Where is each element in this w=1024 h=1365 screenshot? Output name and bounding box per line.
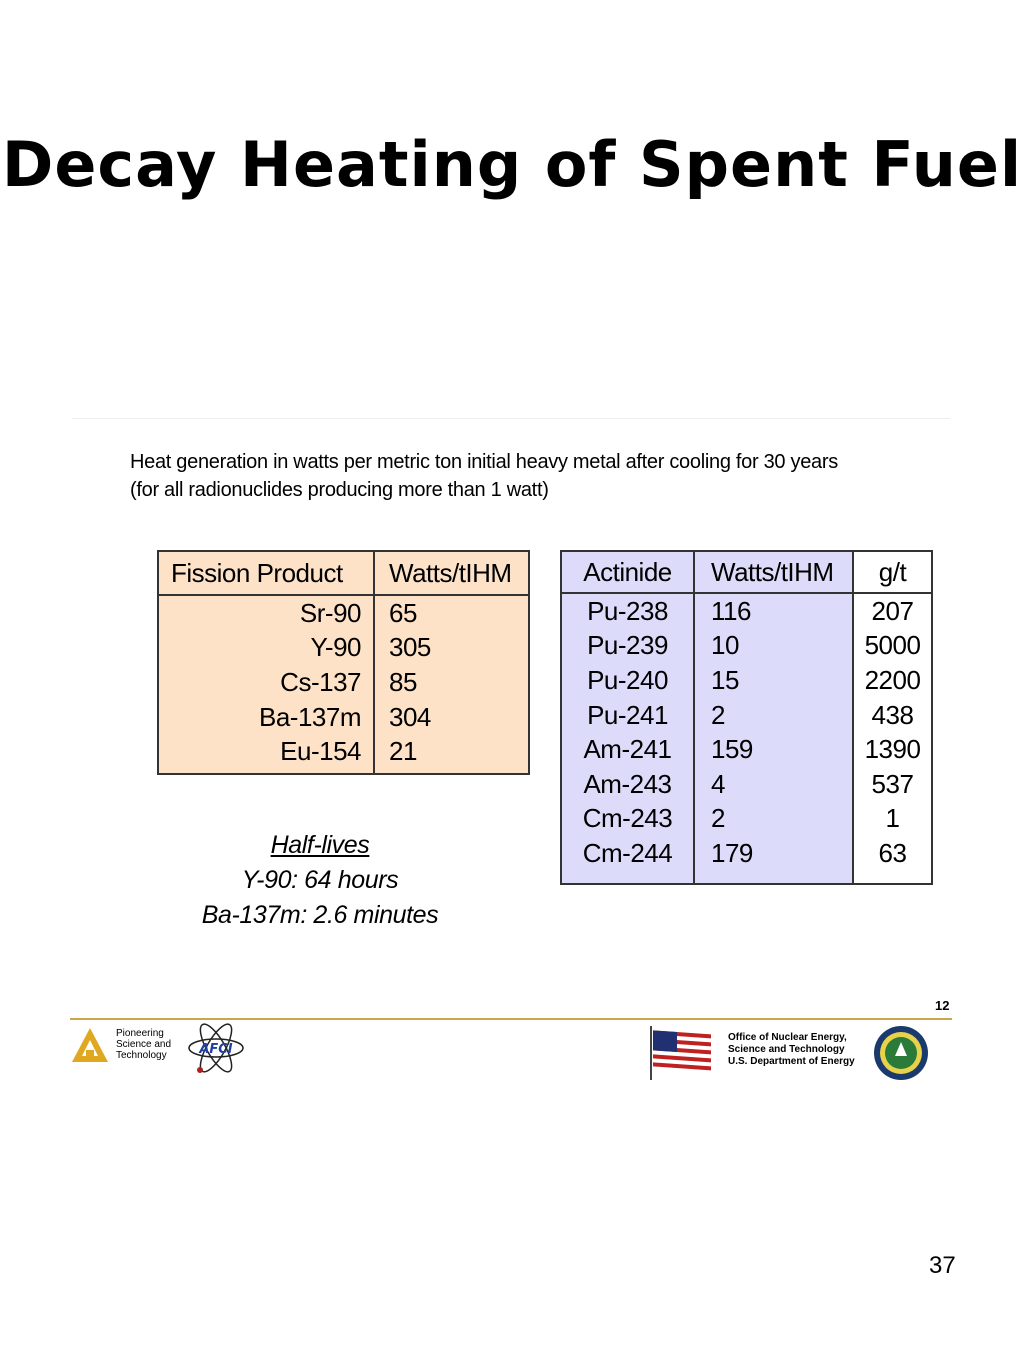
doe-text-line: U.S. Department of Energy xyxy=(728,1056,855,1067)
nuclide-cell: Sr-90 xyxy=(158,595,374,631)
doe-seal-icon xyxy=(872,1022,930,1084)
page-number: 37 xyxy=(929,1252,956,1279)
afci-label: AFCI xyxy=(199,1042,233,1057)
panel-divider xyxy=(72,418,950,419)
grams-cell: 5000 xyxy=(853,629,932,664)
watts-cell: 116 xyxy=(694,593,853,629)
nuclide-cell: Pu-241 xyxy=(561,698,694,733)
watts-cell: 21 xyxy=(374,734,529,774)
watts-cell: 85 xyxy=(374,665,529,700)
doe-text-line: Science and Technology xyxy=(728,1044,845,1055)
table-row xyxy=(561,836,932,884)
grams-cell: 537 xyxy=(853,767,932,802)
watts-cell: 2 xyxy=(694,698,853,733)
doe-text-line: Office of Nuclear Energy, xyxy=(728,1032,847,1043)
nuclide-cell: Cs-137 xyxy=(158,665,374,700)
watts-cell: 4 xyxy=(694,767,853,802)
watts-cell: 10 xyxy=(694,629,853,664)
intro-text: Heat generation in watts per metric ton initial heavy metal after cooling for 30 years (for all radionuclides producing more than 1 watt) xyxy=(130,451,838,501)
column-header: g/t xyxy=(853,551,932,593)
column-header: Watts/tIHM xyxy=(694,551,853,593)
footer-divider xyxy=(70,1018,952,1020)
grams-cell: 438 xyxy=(853,698,932,733)
nuclide-cell: Pu-238 xyxy=(561,593,694,629)
nuclide-cell: Y-90 xyxy=(158,631,374,666)
half-lives-note xyxy=(160,828,480,933)
table-row xyxy=(158,734,529,774)
inner-page-number: 12 xyxy=(935,998,950,1013)
half-life-line: Ba-137m: 2.6 minutes xyxy=(201,901,439,929)
table-row xyxy=(561,767,932,802)
nuclide-cell: Cm-244 xyxy=(561,836,694,884)
nuclide-cell: Pu-240 xyxy=(561,663,694,698)
logo-text-line: Pioneering xyxy=(116,1028,164,1039)
column-header: Actinide xyxy=(561,551,694,593)
table-row xyxy=(561,732,932,767)
nuclide-cell: Ba-137m xyxy=(158,700,374,735)
watts-cell: 179 xyxy=(694,836,853,884)
watts-cell: 159 xyxy=(694,732,853,767)
atom-icon xyxy=(186,1022,246,1074)
nuclide-cell: Am-243 xyxy=(561,767,694,802)
table-row xyxy=(158,665,529,700)
watts-cell: 65 xyxy=(374,595,529,631)
watts-cell: 15 xyxy=(694,663,853,698)
half-life-line: Y-90: 64 hours xyxy=(241,866,399,894)
grams-cell: 1 xyxy=(853,802,932,837)
grams-cell: 63 xyxy=(853,836,932,884)
table-row xyxy=(561,802,932,837)
pioneering-logo-text xyxy=(116,1028,186,1061)
nuclide-cell: Cm-243 xyxy=(561,802,694,837)
table-row xyxy=(158,700,529,735)
table-row xyxy=(561,698,932,733)
grams-cell: 1390 xyxy=(853,732,932,767)
grams-cell: 2200 xyxy=(853,663,932,698)
nuclide-cell: Eu-154 xyxy=(158,734,374,774)
table-row xyxy=(561,593,932,629)
table-header-row xyxy=(158,551,529,595)
logo-text-line: Technology xyxy=(116,1050,167,1061)
half-lives-heading: Half-lives xyxy=(270,831,370,859)
us-flag-icon xyxy=(648,1024,714,1082)
logo-text-line: Science and xyxy=(116,1039,172,1050)
nuclide-cell: Pu-239 xyxy=(561,629,694,664)
table-row xyxy=(158,595,529,631)
watts-cell: 304 xyxy=(374,700,529,735)
table-header-row xyxy=(561,551,932,593)
nuclide-cell: Am-241 xyxy=(561,732,694,767)
table-row xyxy=(561,663,932,698)
column-header: Fission Product xyxy=(158,551,374,595)
table-row xyxy=(158,631,529,666)
watts-cell: 2 xyxy=(694,802,853,837)
fission-product-table xyxy=(157,550,530,775)
slide-title: Decay Heating of Spent Fuel xyxy=(1,128,1023,201)
argonne-triangle-icon xyxy=(70,1026,110,1066)
watts-cell: 305 xyxy=(374,631,529,666)
column-header: Watts/tIHM xyxy=(374,551,529,595)
doe-office-text xyxy=(728,1032,868,1068)
actinide-table xyxy=(560,550,933,885)
grams-cell: 207 xyxy=(853,593,932,629)
table-row xyxy=(561,629,932,664)
